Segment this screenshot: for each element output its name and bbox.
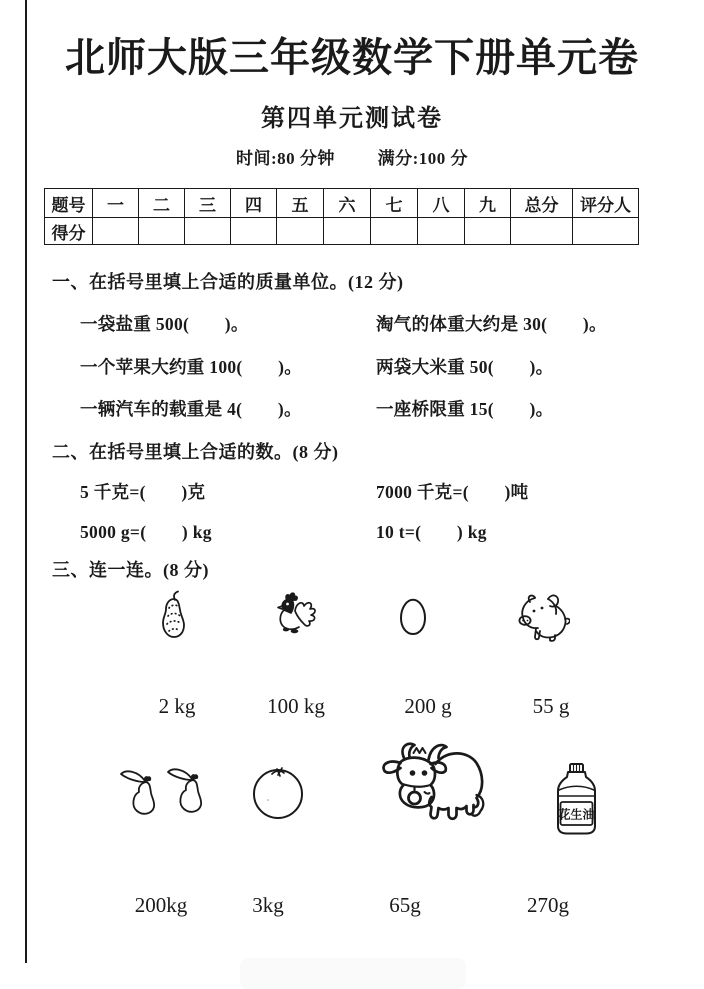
col-3: 三 [185,189,231,218]
section1-row1 [80,311,688,336]
score-cell [573,218,639,245]
col-2: 二 [139,189,185,218]
score-cell [465,218,511,245]
score-cell [139,218,185,245]
question-blank: 两袋大米重 50( )。 [376,357,554,377]
egg-icon [399,598,427,636]
two-pears-icon [119,762,209,824]
col-total: 总分 [511,189,573,218]
hen-icon [274,592,320,636]
pear-icon [157,590,191,640]
score-row-label: 得分 [45,218,93,245]
section1-heading: 一、在括号里填上合适的质量单位。(12 分) [52,272,404,292]
col-grader: 评分人 [573,189,639,218]
col-9: 九 [465,189,511,218]
score-cell [511,218,573,245]
time-limit-label: 时间:80 分钟 [235,149,335,168]
weight-label: 3kg [252,893,284,917]
weight-label: 100 kg [267,694,325,718]
col-4: 四 [231,189,277,218]
oil-bottle-icon [553,762,601,836]
section2-row2 [80,519,688,544]
score-cell [371,218,418,245]
weight-label: 200 g [404,694,452,718]
weight-label: 65g [389,893,421,917]
question-blank: 一袋盐重 500( )。 [80,314,249,334]
section3-heading: 三、连一连。(8 分) [52,560,209,580]
weight-label: 270g [527,893,569,917]
score-cell [277,218,324,245]
section2-heading: 二、在括号里填上合适的数。(8 分) [52,442,339,462]
question-blank: 淘气的体重大约是 30( )。 [376,314,607,334]
piglet-icon [512,592,570,642]
question-blank: 一座桥限重 15( )。 [376,399,554,419]
scan-shadow [240,958,466,989]
question-blank: 5000 g=( ) kg [80,522,212,542]
score-cell [324,218,371,245]
section1-row2 [80,354,688,379]
weight-label: 2 kg [158,694,196,718]
paper-subtitle: 第四单元测试卷 [261,105,443,132]
col-question-no: 题号 [45,189,93,218]
question-blank: 一个苹果大约重 100( )。 [80,357,303,377]
question-blank: 5 千克=( )克 [80,482,206,502]
full-score-label: 满分:100 分 [377,149,469,168]
orange-icon [251,761,305,821]
score-table-header-row [45,189,639,218]
col-7: 七 [371,189,418,218]
question-blank: 一辆汽车的载重是 4( )。 [80,399,302,419]
score-table-score-row [45,218,639,245]
score-cell [231,218,277,245]
col-8: 八 [418,189,465,218]
section2-row1 [80,479,688,504]
section1-row3 [80,396,688,421]
paper-title: 北师大版三年级数学下册单元卷 [65,36,639,80]
score-cell [185,218,231,245]
score-table [44,188,639,245]
question-blank: 10 t=( ) kg [376,522,487,542]
col-1: 一 [93,189,139,218]
col-6: 六 [324,189,371,218]
col-5: 五 [277,189,324,218]
bottle-label-text: 花生油 [558,807,595,822]
cow-icon [368,737,493,834]
question-blank: 7000 千克=( )吨 [376,482,529,502]
weight-label: 55 g [532,694,570,718]
score-cell [418,218,465,245]
score-cell [93,218,139,245]
paper-meta [0,144,704,169]
weight-label: 200kg [134,893,188,917]
